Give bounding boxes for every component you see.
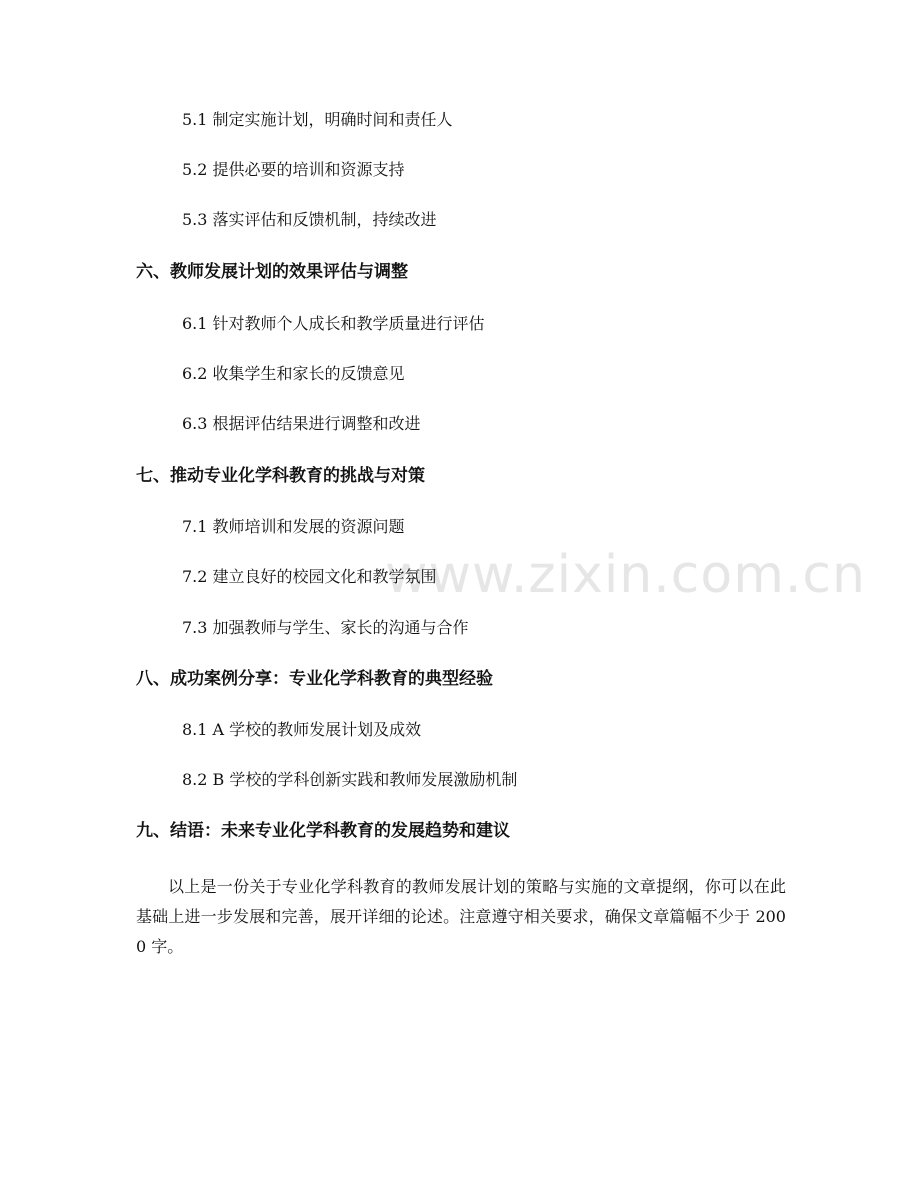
- outline-item-8-1: 8.1 A 学校的教师发展计划及成效: [182, 720, 422, 739]
- outline-item-5-3: 5.3 落实评估和反馈机制，持续改进: [182, 210, 437, 229]
- watermark: www.zixin.com.cn: [385, 545, 866, 605]
- outline-item-7-2: 7.2 建立良好的校园文化和教学氛围: [182, 567, 437, 586]
- outline-item-6-2: 6.2 收集学生和家长的反馈意见: [182, 364, 405, 383]
- outline-item-5-1: 5.1 制定实施计划，明确时间和责任人: [182, 110, 453, 129]
- section-heading-9: 九、结语：未来专业化学科教育的发展趋势和建议: [136, 821, 510, 841]
- section-heading-7: 七、推动专业化学科教育的挑战与对策: [136, 466, 425, 486]
- outline-item-6-3: 6.3 根据评估结果进行调整和改进: [182, 414, 421, 433]
- outline-item-7-3: 7.3 加强教师与学生、家长的沟通与合作: [182, 618, 469, 637]
- outline-item-5-2: 5.2 提供必要的培训和资源支持: [182, 160, 405, 179]
- section-heading-8: 八、成功案例分享：专业化学科教育的典型经验: [136, 669, 493, 689]
- outline-item-8-2: 8.2 B 学校的学科创新实践和教师发展激励机制: [182, 770, 518, 789]
- outline-item-6-1: 6.1 针对教师个人成长和教学质量进行评估: [182, 314, 485, 333]
- outline-item-7-1: 7.1 教师培训和发展的资源问题: [182, 517, 405, 536]
- closing-paragraph: 以上是一份关于专业化学科教育的教师发展计划的策略与实施的文章提纲，你可以在此基础上进一步发展和完善，展开详细的论述。注意遵守相关要求，确保文章篇幅不少于 2000 字。: [136, 877, 786, 956]
- section-heading-6: 六、教师发展计划的效果评估与调整: [136, 262, 408, 282]
